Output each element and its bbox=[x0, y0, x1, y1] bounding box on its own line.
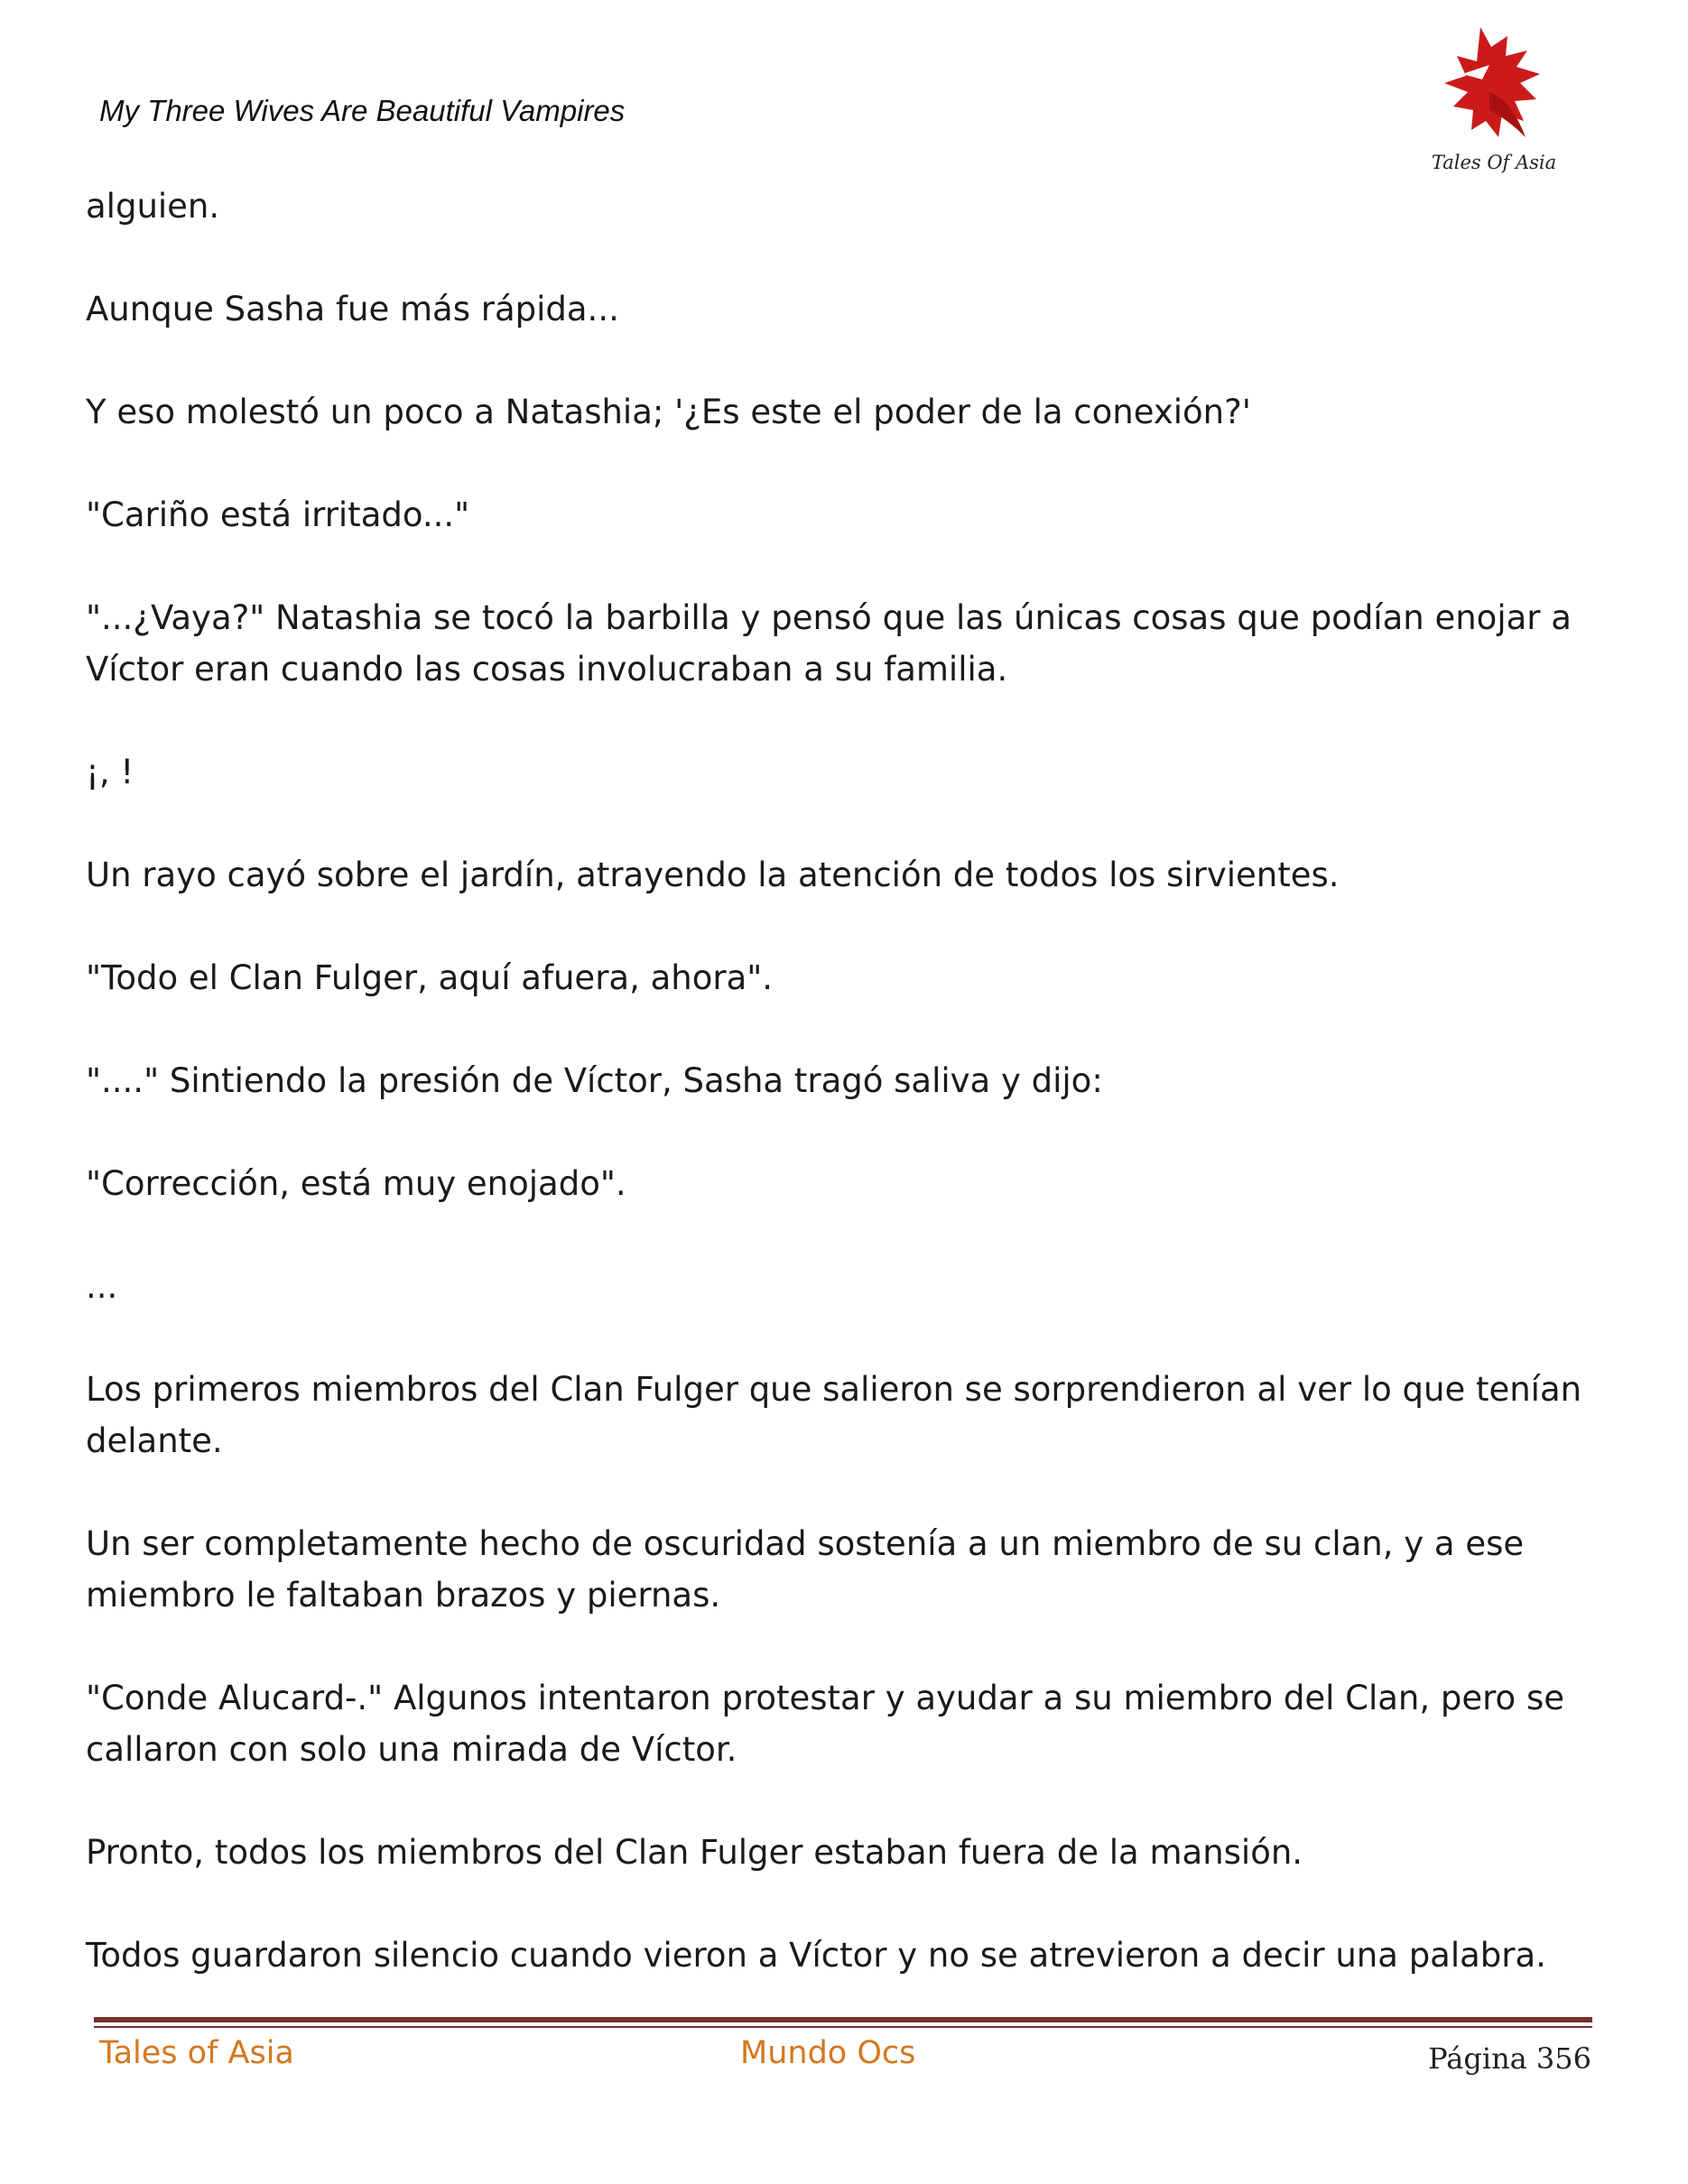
paragraph: "Todo el Clan Fulger, aquí afuera, ahora". bbox=[86, 958, 774, 997]
paragraph: Un rayo cayó sobre el jardín, atrayendo la atención de todos los sirvientes. bbox=[86, 856, 1340, 894]
footer-divider-thin bbox=[94, 2026, 1592, 2028]
paragraph: ... bbox=[86, 1267, 118, 1306]
page-number: Página 356 bbox=[1428, 2041, 1591, 2076]
paragraph: ¡, ! bbox=[86, 753, 134, 791]
tales-of-asia-logo bbox=[1426, 20, 1562, 182]
document-header-title: My Three Wives Are Beautiful Vampires bbox=[99, 94, 626, 127]
paragraph: "Conde Alucard-." Algunos intentaron protestar y ayudar a su miembro del Clan, pero se callaron con solo una mirada de Víctor. bbox=[86, 1679, 1564, 1769]
paragraph: "Corrección, está muy enojado". bbox=[86, 1164, 626, 1203]
logo-caption: Tales Of Asia bbox=[1431, 152, 1557, 173]
paragraph: Pronto, todos los miembros del Clan Fulger estaban fuera de la mansión. bbox=[86, 1833, 1303, 1872]
paragraph: Todos guardaron silencio cuando vieron a Víctor y no se atrevieron a decir una palabra. bbox=[86, 1936, 1546, 1975]
paragraph: Un ser completamente hecho de oscuridad sostenía a un miembro de su clan, y a ese miembro le faltaban brazos y piernas. bbox=[86, 1524, 1525, 1615]
paragraph: "...¿Vaya?" Natashia se tocó la barbilla y pensó que las únicas cosas que podían enojar a Víctor eran cuando las cosas involucraban a su familia. bbox=[86, 598, 1572, 689]
paragraph: Los primeros miembros del Clan Fulger que salieron se sorprendieron al ver lo que tenían delante. bbox=[86, 1370, 1582, 1460]
paragraph: Aunque Sasha fue más rápida... bbox=[86, 290, 619, 329]
footer-divider-thick bbox=[94, 2017, 1592, 2022]
red-dragon-icon bbox=[1426, 20, 1562, 155]
footer-translator: Mundo Ocs bbox=[740, 2035, 916, 2071]
footer-publisher: Tales of Asia bbox=[99, 2035, 294, 2071]
paragraph: Y eso molestó un poco a Natashia; '¿Es este el poder de la conexión?' bbox=[86, 393, 1251, 431]
paragraph: "Cariño está irritado..." bbox=[86, 495, 470, 534]
paragraph: "...." Sintiendo la presión de Víctor, Sasha tragó saliva y dijo: bbox=[86, 1061, 1103, 1100]
chapter-body bbox=[86, 180, 1602, 2032]
paragraph: alguien. bbox=[86, 187, 220, 226]
